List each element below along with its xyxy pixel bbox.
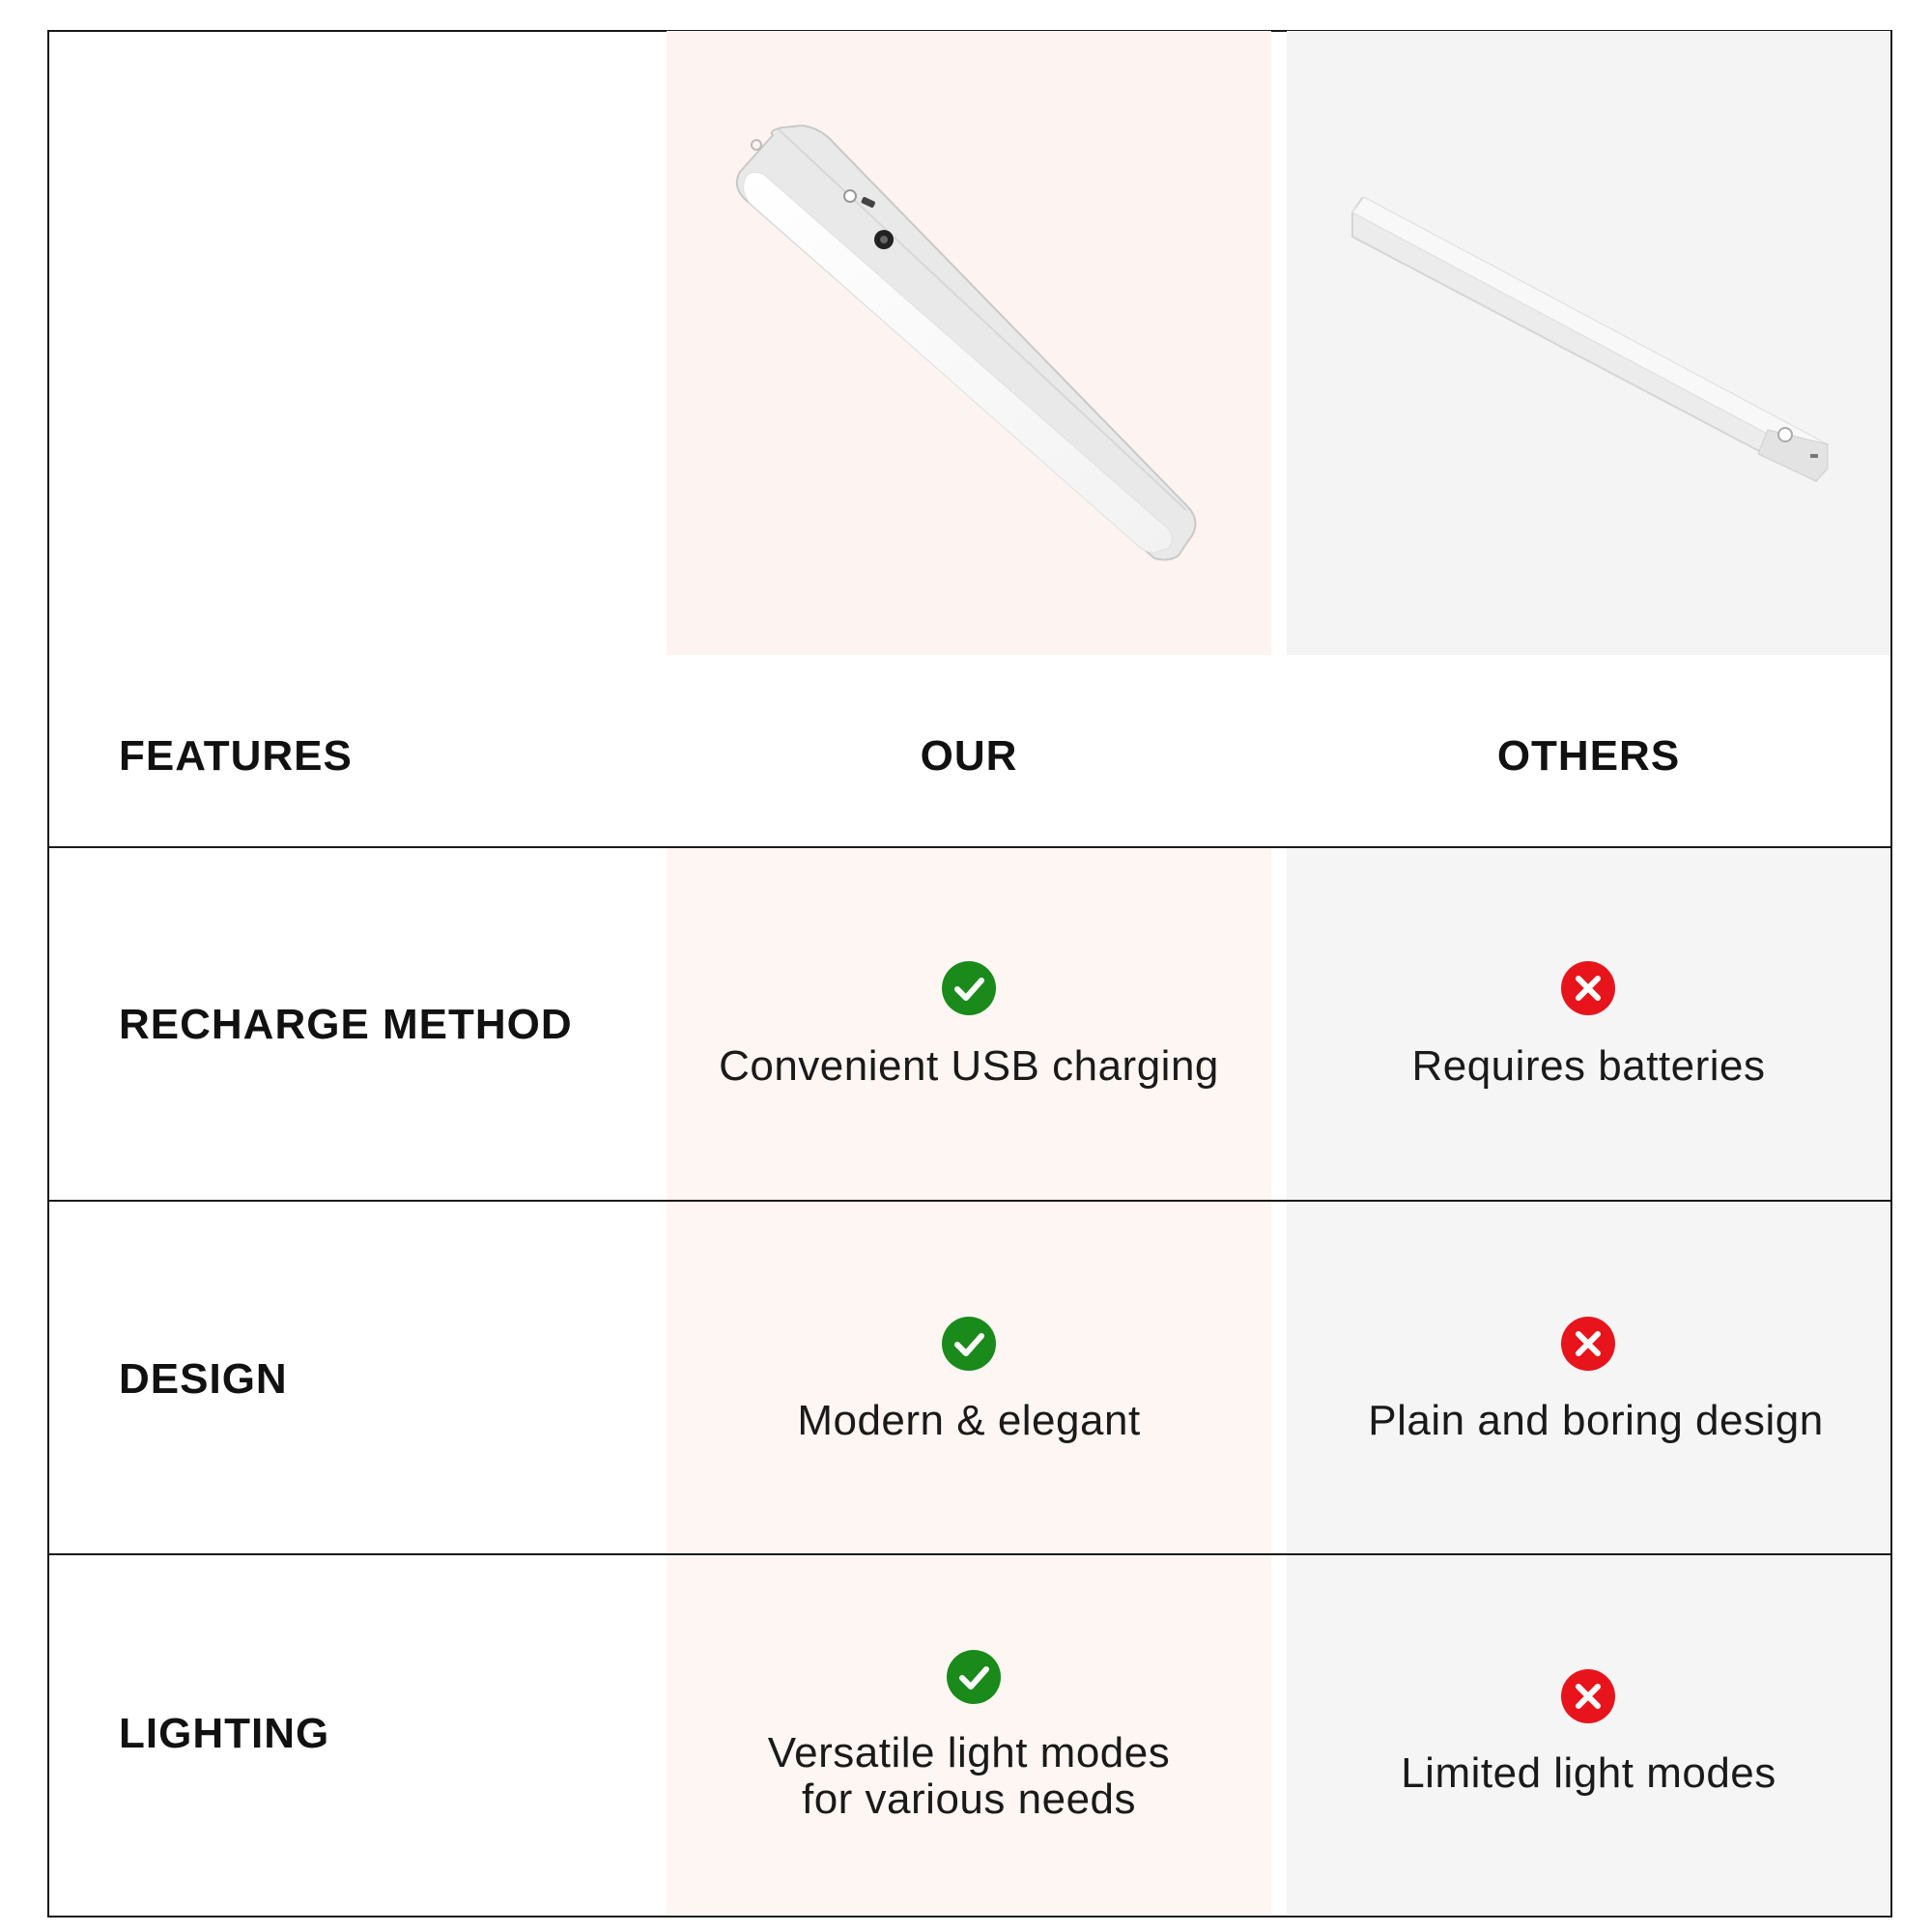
others-row-band xyxy=(1287,1555,1890,1915)
row-divider xyxy=(47,1200,1892,1202)
others-design-text: Plain and boring design xyxy=(1368,1397,1824,1444)
row-divider xyxy=(47,1553,1892,1555)
feature-lighting: LIGHTING xyxy=(119,1710,330,1757)
our-row-band xyxy=(667,1202,1271,1553)
others-column-header: OTHERS xyxy=(1496,732,1681,780)
others-lighting-text: Limited light modes xyxy=(1401,1749,1776,1797)
others-recharge-text: Requires batteries xyxy=(1411,1042,1766,1090)
cross-circle-icon xyxy=(1561,1317,1615,1371)
our-light-bar-image xyxy=(715,106,1217,589)
our-lighting-text-line2: for various needs xyxy=(801,1776,1137,1823)
others-row-band xyxy=(1287,848,1890,1200)
check-circle-icon xyxy=(947,1650,1001,1704)
our-recharge-text: Convenient USB charging xyxy=(719,1042,1219,1090)
row-divider xyxy=(47,846,1892,848)
cross-circle-icon xyxy=(1561,961,1615,1015)
others-row-band xyxy=(1287,1202,1890,1553)
our-design-text: Modern & elegant xyxy=(797,1397,1141,1444)
feature-design: DESIGN xyxy=(119,1355,288,1403)
feature-recharge-method: RECHARGE METHOD xyxy=(119,1001,573,1048)
cross-circle-icon xyxy=(1561,1669,1615,1723)
our-lighting-text-line1: Versatile light modes xyxy=(767,1729,1171,1776)
our-column-header: OUR xyxy=(920,732,1018,780)
others-light-bar-image xyxy=(1343,174,1845,502)
features-header: FEATURES xyxy=(119,732,353,780)
check-circle-icon xyxy=(942,1317,996,1371)
check-circle-icon xyxy=(942,961,996,1015)
our-row-band xyxy=(667,848,1271,1200)
